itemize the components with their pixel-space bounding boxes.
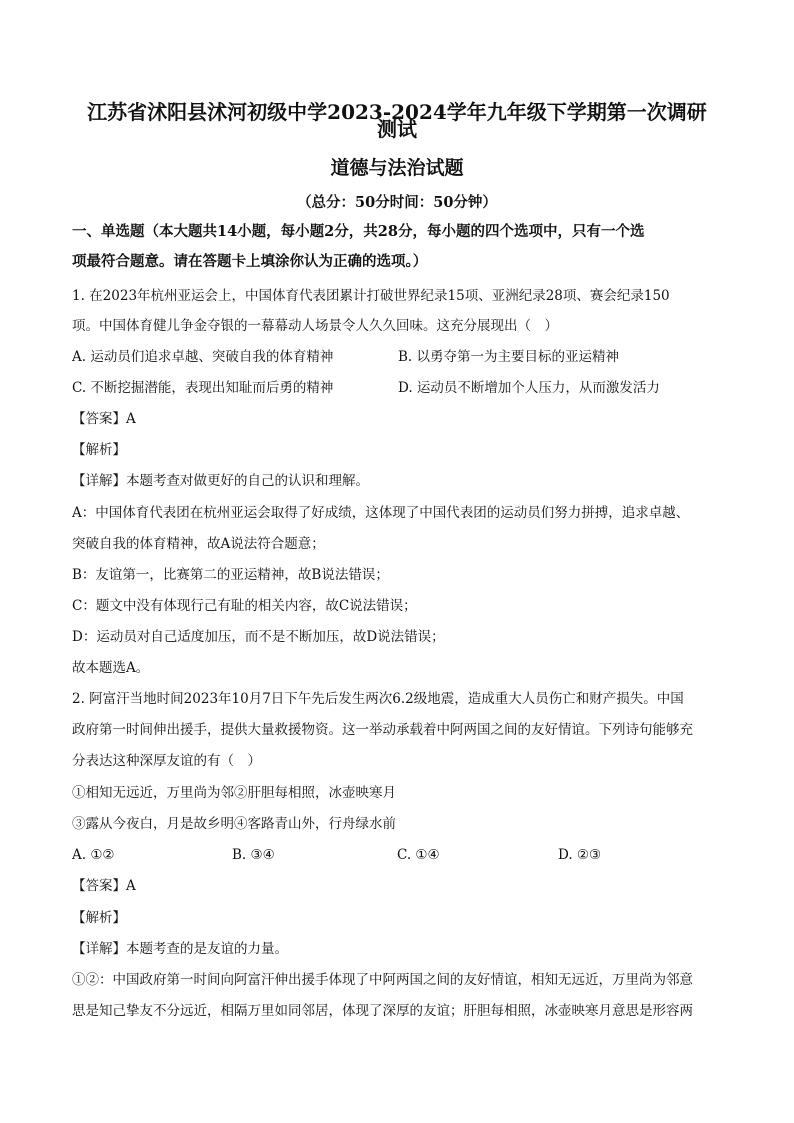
exam-title-line1: 江苏省沭阳县沭河初级中学2023-2024学年九年级下学期第一次调研 [87, 100, 707, 124]
q2-poem-line2: ③露从今夜白，月是故乡明④客路青山外，行舟绿水前 [72, 816, 396, 832]
q1-stem-line2: 项。中国体育健儿争金夺银的一幕幕动人场景令人久久回味。这充分展现出（ ） [72, 318, 558, 334]
q2-poem-line1: ①相知无远近，万里尚为邻②肝胆每相照，冰壶映寒月 [72, 785, 396, 801]
q1-explain-a-line1: A：中国体育代表团在杭州亚运会取得了好成绩，这体现了中国代表团的运动员们努力拼搏，追求卓越、 [72, 505, 690, 521]
q2-detail: 【详解】本题考查的是友谊的力量。 [72, 941, 288, 957]
exam-title-line2: 测试 [377, 117, 417, 141]
q2-option-d: D. ②③ [558, 847, 602, 863]
q1-explain-a-line2: 突破自我的体育精神，故A说法符合题意； [72, 536, 325, 552]
score-time-info: （总分：50分时间：50分钟） [297, 194, 497, 211]
q1-option-b: B. 以勇夺第一为主要目标的亚运精神 [398, 349, 620, 365]
section-heading-line2: 项最符合题意。请在答题卡上填涂你认为正确的选项。） [72, 253, 428, 270]
q1-explain-c: C：题文中没有体现行己有耻的相关内容，故C说法错误； [72, 598, 417, 614]
q1-option-a: A. 运动员们追求卓越、突破自我的体育精神 [72, 349, 334, 365]
q1-analysis-label: 【解析】 [72, 442, 126, 458]
q2-option-c: C. ①④ [397, 847, 440, 863]
q2-explain-line2: 思是知己挚友不分远近，相隔万里如同邻居，体现了深厚的友谊；肝胆每相照，冰壶映寒月意思是形容两 [72, 1003, 693, 1019]
q2-option-a: A. ①② [72, 847, 115, 863]
q2-option-b: B. ③④ [232, 847, 275, 863]
q2-answer: 【答案】A [72, 878, 136, 894]
q1-option-d: D. 运动员不断增加个人压力，从而激发活力 [398, 380, 660, 396]
q2-stem-line2: 政府第一时间伸出援手，提供大量救援物资。这一举动承载着中阿两国之间的友好情谊。下列诗句能够充 [72, 722, 693, 738]
section-heading-line1: 一、单选题（本大题共14小题，每小题2分，共28分，每小题的四个选项中，只有一个选 [72, 223, 645, 240]
q1-answer: 【答案】A [72, 411, 136, 427]
q2-analysis-label: 【解析】 [72, 910, 126, 926]
q1-explain-d: D：运动员对自己适度加压，而不是不断加压，故D说法错误； [72, 629, 445, 645]
q1-stem-line1: 1. 在2023年杭州亚运会上，中国体育代表团累计打破世界纪录15项、亚洲纪录28项、赛会纪录150 [72, 288, 670, 304]
q1-conclusion: 故本题选A。 [72, 660, 150, 676]
q1-explain-b: B：友谊第一，比赛第二的亚运精神，故B说法错误； [72, 567, 389, 583]
q2-stem-line3: 分表达这种深厚友谊的有（ ） [72, 753, 261, 769]
q1-detail: 【详解】本题考查对做更好的自己的认识和理解。 [72, 473, 369, 489]
q2-stem-line1: 2. 阿富汗当地时间2023年10月7日下午先后发生两次6.2级地震，造成重大人员伤亡和财产损失。中国 [72, 691, 684, 707]
subject-title: 道德与法治试题 [330, 157, 464, 179]
q2-explain-line1: ①②：中国政府第一时间向阿富汗伸出援手体现了中阿两国之间的友好情谊，相知无远近，万里尚为邻意 [72, 972, 693, 988]
q1-option-c: C. 不断挖掘潜能，表现出知耻而后勇的精神 [72, 380, 334, 396]
